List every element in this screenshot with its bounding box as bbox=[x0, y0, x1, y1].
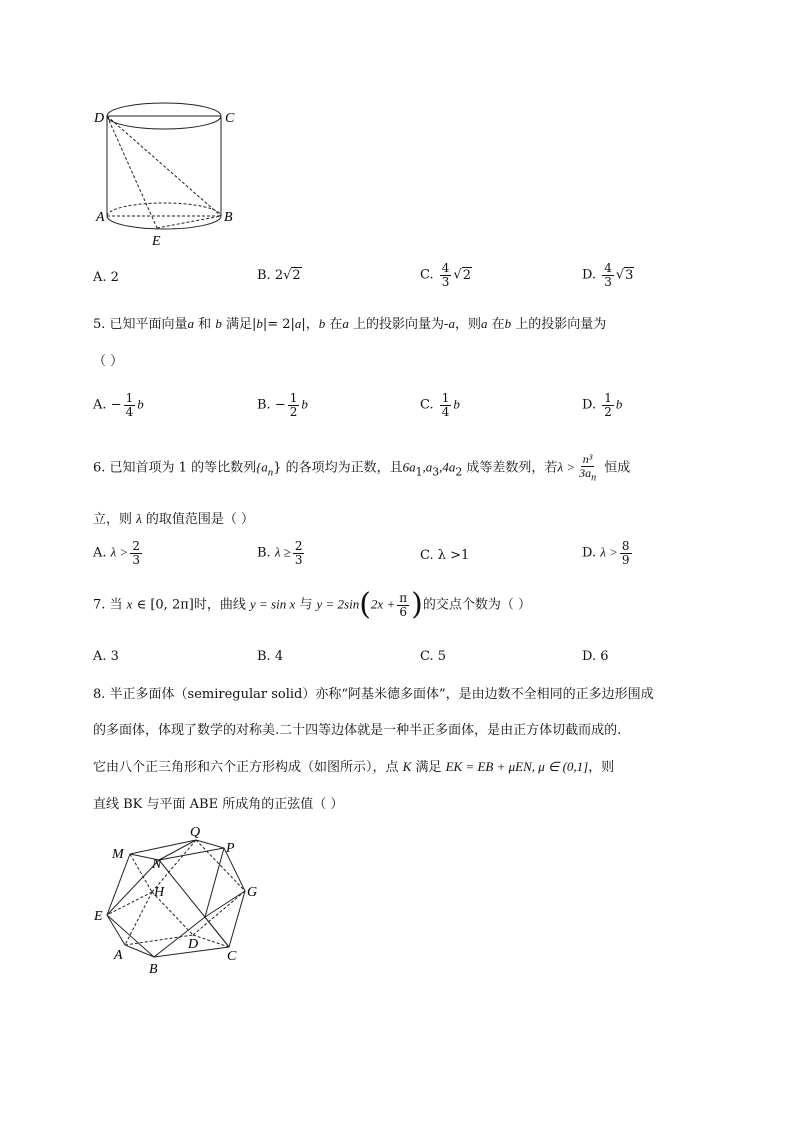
q4-b-letter: B. bbox=[257, 268, 271, 283]
label-g: G bbox=[247, 885, 258, 900]
hidden-h-e bbox=[107, 892, 152, 915]
label-a: A bbox=[114, 948, 123, 963]
q5-stem: 5. 已知平面向量a 和 b 满足|b|= 2|a|，b 在a 上的投影向量为-a，则a 在b 上的投影向量为 bbox=[93, 316, 607, 332]
q5-c-frac: $\frac{1}{4}$ bbox=[441, 391, 450, 419]
q6-stem: 6. 已知首项为 1 的等比数列$\{a_n\}$ 的各项均为正数，且$6a_1,a_3,4a_2$ 成等差数列，若λ > $\frac{\text{n³}}{3a_n}$ 恒成 bbox=[93, 452, 631, 483]
q7-stem: 7. 当 x ∈ [0, 2π]时，曲线 y = sin x 与 y = 2sin(2x + $\frac{\pi}{6}$ )的交点个数为（ ） bbox=[93, 587, 531, 622]
q4-option-b[interactable]: B. 2√2 bbox=[257, 268, 301, 283]
q4-b-coef: 2 bbox=[274, 268, 284, 283]
q4-b-rad: 2 bbox=[292, 268, 301, 283]
q4-option-d[interactable]: D. $\frac{4}{3}$ √3 bbox=[582, 261, 634, 289]
segment-db bbox=[107, 116, 221, 216]
hidden-h-a bbox=[125, 892, 152, 945]
q6-option-b[interactable]: B. λ ≥ $\frac{2}{3}$ bbox=[257, 539, 303, 567]
label-a: A bbox=[96, 210, 105, 225]
cylinder-figure bbox=[90, 95, 250, 255]
q5-option-a[interactable]: A. − $\frac{1}{4}$ b bbox=[93, 391, 144, 419]
q5-a-frac: $\frac{1}{4}$ bbox=[125, 391, 134, 419]
q8-stem-line4: 直线 BK 与平面 ABE 所成角的正弦值（ ） bbox=[93, 797, 344, 812]
label-q: Q bbox=[190, 825, 201, 840]
q6-d-frac: $\frac{8}{9}$ bbox=[621, 539, 630, 567]
q6-option-d[interactable]: D. λ > $\frac{8}{9}$ bbox=[582, 539, 630, 567]
q6-option-a[interactable]: A. λ > $\frac{2}{3}$ bbox=[93, 539, 140, 567]
label-e: E bbox=[94, 909, 103, 924]
q4-d-frac: $\frac{4}{3}$ bbox=[604, 261, 612, 289]
q5-option-d[interactable]: D. $\frac{1}{2}$ b bbox=[582, 391, 623, 419]
q6-stem-frac: $\frac{\text{n³}}{3a_n}$ bbox=[579, 452, 597, 483]
label-b: B bbox=[149, 962, 158, 977]
polyhedron-figure bbox=[90, 822, 270, 982]
label-p: P bbox=[226, 841, 235, 856]
q5-d-frac: $\frac{1}{2}$ bbox=[604, 391, 612, 419]
label-c: C bbox=[227, 949, 237, 964]
q6-a-frac: $\frac{2}{3}$ bbox=[132, 539, 140, 567]
q7-option-b[interactable]: B. 4 bbox=[257, 649, 284, 664]
label-h: H bbox=[154, 885, 165, 900]
label-c: C bbox=[225, 111, 235, 126]
q4-c-frac: $\frac{4}{3}$ bbox=[441, 261, 450, 289]
q4-c-rad: 2 bbox=[462, 267, 471, 283]
q8-stem-line1: 8. 半正多面体（semiregular solid）亦称“阿基米德多面体”，是由边数不全相同的正多边形围成 bbox=[93, 687, 654, 702]
q5-option-c[interactable]: C. $\frac{1}{4}$ b bbox=[420, 391, 460, 419]
q4-option-a[interactable]: A. 2 bbox=[93, 270, 119, 285]
label-d: D bbox=[94, 111, 105, 126]
q7-option-d[interactable]: D. 6 bbox=[582, 649, 609, 664]
q7-option-a[interactable]: A. 3 bbox=[93, 649, 119, 664]
hidden-q-g bbox=[196, 840, 245, 891]
q4-d-rad: 3 bbox=[625, 267, 634, 283]
hidden-d-g bbox=[193, 891, 245, 935]
label-d: D bbox=[188, 937, 199, 952]
edge-n-p bbox=[159, 848, 224, 860]
label-e: E bbox=[152, 234, 161, 249]
q5-paren: （ ） bbox=[93, 354, 124, 369]
q8-vector-equation: EK = EB + μEN, μ ∈ (0,1] bbox=[445, 759, 589, 774]
label-m: M bbox=[112, 847, 124, 862]
q4-d-letter: D. bbox=[582, 267, 597, 283]
q5-option-b[interactable]: B. − $\frac{1}{2}$ b bbox=[257, 391, 308, 419]
label-b: B bbox=[224, 210, 233, 225]
q6-stem-line2: 立，则 λ 的取值范围是（ ） bbox=[93, 511, 255, 527]
q6-b-frac: $\frac{2}{3}$ bbox=[294, 539, 303, 567]
q7-pi-frac: $\frac{\pi}{6}$ bbox=[399, 590, 408, 619]
q4-c-letter: C. bbox=[420, 267, 434, 283]
q6-option-c[interactable]: C. λ >1 bbox=[420, 548, 470, 563]
q4-option-c[interactable]: C. $\frac{4}{3}$ √2 bbox=[420, 261, 471, 289]
segment-eb bbox=[157, 216, 221, 228]
hidden-m-h bbox=[130, 854, 152, 892]
q8-stem-line2: 的多面体，体现了数学的对称美.二十四等边体就是一种半正多面体，是由正方体切截而成的. bbox=[93, 723, 622, 738]
segment-de bbox=[107, 116, 157, 228]
q7-option-c[interactable]: C. 5 bbox=[420, 649, 447, 664]
label-n: N bbox=[152, 857, 162, 872]
cylinder-bottom-back bbox=[107, 203, 221, 216]
q8-stem-line3: 它由八个正三角形和六个正方形构成（如图所示），点 K 满足 EK = EB + μEN, μ ∈ (0,1]，则 bbox=[93, 759, 615, 775]
q5-b-frac: $\frac{1}{2}$ bbox=[289, 391, 298, 419]
